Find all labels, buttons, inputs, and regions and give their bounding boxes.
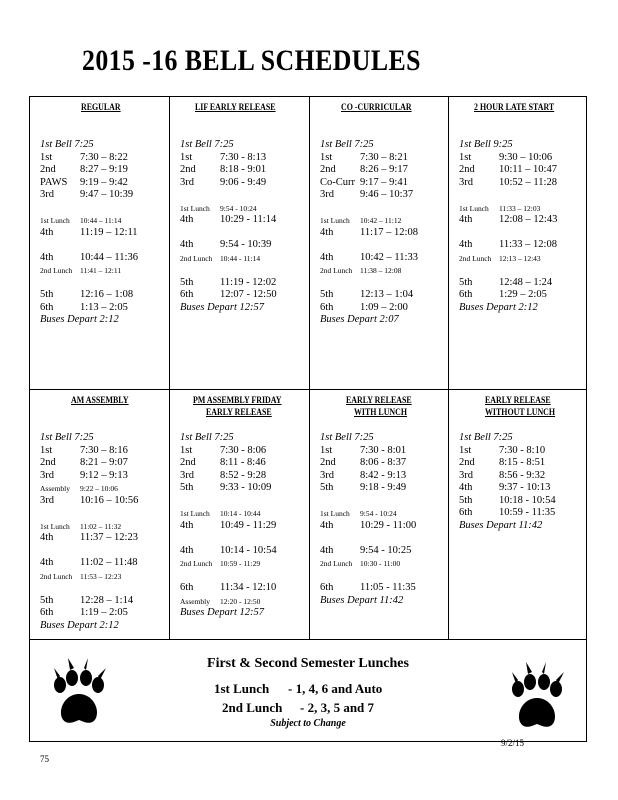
schedule-row (180, 276, 277, 288)
schedule-row (459, 214, 558, 225)
schedule-row (40, 289, 134, 300)
schedule-row (40, 557, 138, 568)
second-lunch-label: 2nd Lunch (222, 700, 283, 715)
period-label: Buses Depart 12:57 (180, 607, 264, 618)
period-label: 6th (459, 507, 473, 518)
period-label: 4th (40, 557, 54, 568)
schedule-note (40, 432, 94, 443)
schedule-row (40, 164, 128, 175)
period-label: 1st (40, 151, 53, 163)
schedule-row (459, 289, 547, 300)
period-label: 1st Lunch (320, 509, 350, 518)
period-label: 2nd (180, 457, 196, 468)
period-time: 9:54 - 10:24 (220, 203, 257, 213)
period-time: 11:41 – 12:11 (80, 266, 122, 275)
period-label: 3rd (459, 176, 473, 188)
period-time: 10:14 - 10:44 (220, 509, 261, 518)
schedule-row (40, 521, 122, 531)
period-label: 3rd (459, 469, 473, 481)
period-label: 3rd (320, 189, 334, 200)
first-lunch-periods: - 1, 4, 6 and Auto (288, 681, 383, 696)
schedule-row (320, 482, 407, 493)
period-label: 2nd Lunch (40, 571, 73, 581)
schedule-grid (29, 96, 587, 640)
period-label: 2nd (40, 457, 56, 468)
schedule-note (180, 432, 234, 443)
schedule-row (320, 164, 408, 175)
period-time: 10:44 – 11:36 (80, 251, 138, 263)
period-time: 9:22 – 10:06 (80, 484, 118, 493)
period-label: 2nd Lunch (40, 266, 73, 275)
period-label: 1st Bell 7:25 (40, 139, 94, 150)
period-time: 11:05 - 11:35 (360, 582, 416, 593)
period-time: 7:30 – 8:21 (360, 151, 408, 163)
schedule-header: AM ASSEMBLY (70, 395, 129, 405)
schedule-header: WITHOUT LUNCH (484, 407, 555, 417)
schedule-note (180, 139, 234, 150)
period-label: 4th (40, 251, 54, 263)
period-time: 11:33 – 12:08 (499, 239, 557, 250)
schedule-row (180, 482, 272, 493)
period-time: 1:13 – 2:05 (80, 301, 128, 313)
schedule-note (180, 302, 264, 313)
period-time: 7:30 - 8:10 (499, 444, 546, 456)
schedule-row (459, 253, 541, 263)
period-time: 9:18 - 9:49 (360, 482, 407, 493)
schedule-row (320, 251, 418, 263)
schedule-cell (310, 97, 449, 369)
schedule-header: WITH LUNCH (353, 407, 407, 417)
period-time: 8:26 – 9:17 (360, 164, 408, 175)
schedule-row (459, 494, 556, 506)
period-time: 9:54 - 10:39 (220, 239, 272, 250)
schedule-row (40, 494, 139, 506)
period-time: 9:12 – 9:13 (80, 469, 128, 481)
schedule-row (320, 226, 418, 238)
period-label: 1st Bell 7:25 (320, 432, 374, 443)
schedule-row (180, 203, 257, 213)
period-label: Buses Depart 11:42 (459, 519, 543, 531)
period-time: 8:42 - 9:13 (360, 469, 407, 481)
period-label: Buses Depart 2:07 (320, 314, 399, 325)
schedule-row (459, 276, 553, 288)
lunch-info-box (29, 640, 587, 742)
schedule-row (180, 239, 272, 250)
period-label: 1st Lunch (40, 521, 70, 531)
period-label: 3rd (40, 189, 54, 200)
schedule-row (320, 151, 408, 163)
schedule-row (40, 216, 122, 225)
schedule-row (320, 559, 401, 568)
period-time: 7:30 – 8:22 (80, 151, 128, 163)
period-label: 1st (180, 151, 193, 163)
period-label: Assembly (40, 484, 70, 493)
period-time: 11:17 – 12:08 (360, 226, 418, 238)
schedule-row (180, 457, 266, 468)
period-label: 4th (459, 239, 473, 250)
schedule-row (180, 582, 277, 593)
period-label: 1st (180, 444, 193, 456)
schedule-row (320, 176, 408, 188)
schedule-note (320, 595, 403, 606)
period-label: 4th (320, 226, 334, 238)
period-label: 1st Lunch (459, 203, 489, 213)
period-time: 10:16 – 10:56 (80, 494, 139, 506)
schedule-row (320, 266, 402, 275)
schedule-row (320, 457, 407, 468)
schedule-row (459, 176, 557, 188)
schedule-row (320, 519, 417, 531)
period-time: 12:07 - 12:50 (220, 289, 277, 300)
period-time: 12:08 – 12:43 (499, 214, 558, 225)
period-time: 9:19 – 9:42 (80, 176, 128, 188)
period-label: Assembly (180, 596, 210, 606)
schedule-note (459, 520, 542, 531)
period-label: 6th (40, 301, 54, 313)
period-label: 5th (40, 594, 54, 606)
schedule-row (40, 189, 134, 200)
schedule-note (180, 607, 264, 618)
page-number: 75 (40, 754, 49, 764)
period-label: 4th (40, 532, 54, 543)
period-time: 10:14 - 10:54 (220, 544, 277, 556)
period-time: 7:30 - 8:13 (220, 151, 267, 163)
period-label: 1st Bell 7:25 (459, 432, 513, 443)
schedule-note (40, 620, 119, 631)
schedule-row (40, 571, 122, 581)
period-time: 12:16 – 1:08 (80, 289, 134, 300)
period-label: 4th (180, 544, 194, 556)
period-label: 1st Bell 7:25 (320, 139, 374, 150)
schedule-row (40, 151, 128, 163)
period-label: 5th (320, 482, 334, 493)
period-time: 10:18 - 10:54 (499, 494, 556, 506)
lunch-title: First & Second Semester Lunches (207, 656, 409, 671)
period-time: 10:30 - 11:00 (360, 559, 401, 568)
period-time: 1:19 – 2:05 (80, 607, 128, 618)
schedule-header: EARLY RELEASE (484, 395, 551, 405)
period-label: 5th (459, 276, 473, 288)
schedule-header: LIF EARLY RELEASE (195, 102, 276, 112)
period-label: Buses Depart 2:12 (40, 314, 119, 325)
schedule-cell (170, 97, 309, 369)
period-time: 10:49 - 11:29 (220, 519, 277, 531)
schedule-note (40, 314, 119, 325)
period-time: 10:11 – 10:47 (499, 164, 557, 175)
period-label: 4th (180, 519, 194, 531)
period-label: 1st Lunch (180, 203, 210, 213)
period-time: 11:02 – 11:32 (80, 521, 122, 531)
period-time: 8:15 - 8:51 (499, 457, 546, 468)
period-label: Buses Depart 12:57 (180, 301, 264, 313)
schedule-cell (30, 97, 169, 369)
period-label: 2nd Lunch (459, 253, 492, 263)
subject-to-change-note: Subject to Change (270, 718, 346, 729)
period-label: 4th (320, 544, 334, 556)
period-label: 6th (40, 607, 54, 618)
schedule-row (320, 301, 408, 313)
revision-date: 9/2/15 (501, 738, 525, 748)
schedule-cell (449, 97, 588, 369)
period-time: 11:37 – 12:23 (80, 532, 138, 543)
schedule-row (40, 266, 122, 275)
period-time: 8:27 – 9:19 (80, 164, 128, 175)
schedule-row (320, 216, 402, 225)
period-label: 2nd Lunch (180, 253, 213, 263)
schedule-row (180, 214, 277, 225)
period-time: 1:29 – 2:05 (499, 289, 547, 300)
period-time: 10:42 – 11:33 (360, 251, 418, 263)
period-time: 10:42 – 11:12 (360, 216, 402, 225)
period-time: 9:47 – 10:39 (80, 189, 134, 200)
schedule-row (40, 532, 138, 543)
period-label: 3rd (180, 176, 194, 188)
schedule-row (40, 457, 128, 468)
period-time: 12:48 – 1:24 (499, 276, 553, 288)
period-label: 2nd (40, 164, 56, 175)
schedule-row (40, 301, 128, 313)
period-time: 9:54 - 10:24 (360, 509, 397, 518)
period-time: 9:54 - 10:25 (360, 544, 412, 556)
schedule-row (459, 507, 556, 518)
schedule-row (40, 607, 128, 618)
first-lunch-label: 1st Lunch (214, 681, 270, 696)
schedule-row (320, 469, 407, 481)
period-label: 2nd Lunch (320, 266, 353, 275)
period-time: 9:17 – 9:41 (360, 176, 408, 188)
period-time: 11:33 – 12:03 (499, 203, 541, 213)
schedule-row (40, 251, 138, 263)
period-time: 9:46 – 10:37 (360, 189, 414, 200)
schedule-header: CO -CURRICULAR (340, 102, 412, 112)
period-label: 3rd (40, 469, 54, 481)
period-label: 2nd (320, 164, 336, 175)
schedule-row (459, 164, 557, 175)
period-label: 1st Bell 7:25 (180, 432, 234, 443)
period-time: 9:30 – 10:06 (499, 151, 553, 163)
period-time: 8:52 - 9:28 (220, 469, 267, 481)
schedule-header: PM ASSEMBLY FRIDAY (192, 395, 282, 405)
period-label: 5th (459, 494, 473, 506)
schedule-note (459, 139, 513, 150)
period-time: 10:44 - 11:14 (220, 253, 261, 263)
schedule-header: 2 HOUR LATE START (474, 102, 555, 112)
schedule-row (40, 444, 128, 456)
period-time: 7:30 - 8:01 (360, 444, 407, 456)
period-time: 12:28 – 1:14 (80, 594, 134, 606)
period-time: 9:06 - 9:49 (220, 176, 267, 188)
period-label: 2nd (459, 457, 475, 468)
schedule-cell (310, 390, 449, 662)
schedule-row (180, 469, 267, 481)
schedule-row (459, 482, 551, 493)
period-time: 10:59 - 11:29 (220, 559, 261, 568)
period-label: 1st Bell 7:25 (40, 432, 94, 443)
schedule-row (180, 289, 277, 300)
period-time: 8:11 - 8:46 (220, 457, 266, 468)
period-time: 12:20 - 12:50 (220, 596, 261, 606)
period-label: 4th (180, 214, 194, 225)
schedule-row (40, 226, 138, 238)
period-time: 7:30 - 8:06 (220, 444, 267, 456)
schedule-row (40, 484, 118, 493)
period-label: 1st Bell 7:25 (180, 139, 234, 150)
period-label: 6th (459, 289, 473, 300)
schedule-row (459, 457, 546, 468)
period-label: 1st (320, 151, 333, 163)
schedule-row (320, 544, 412, 556)
schedule-row (40, 594, 134, 606)
schedule-note (40, 139, 94, 150)
period-label: 5th (180, 276, 194, 288)
period-time: 11:53 – 12:23 (80, 571, 122, 581)
period-label: Buses Depart 2:12 (40, 619, 119, 631)
schedule-row (180, 176, 267, 188)
second-lunch-periods: - 2, 3, 5 and 7 (300, 700, 375, 715)
schedule-header: REGULAR (81, 102, 121, 112)
period-time: 10:52 – 11:28 (499, 176, 557, 188)
schedule-row (459, 239, 557, 250)
schedule-cell (449, 390, 588, 662)
period-label: 3rd (180, 469, 194, 481)
period-label: 4th (320, 251, 334, 263)
period-time: 11:34 - 12:10 (220, 582, 277, 593)
schedule-row (40, 469, 128, 481)
period-label: 1st Lunch (320, 216, 350, 225)
schedule-cell (170, 390, 309, 662)
period-label: 4th (40, 226, 54, 238)
schedule-row (180, 151, 267, 163)
schedule-row (180, 519, 277, 531)
schedule-row (320, 289, 414, 300)
schedule-note (459, 432, 513, 443)
schedule-row (180, 164, 267, 175)
period-time: 12:13 – 1:04 (360, 289, 414, 300)
period-time: 12:13 – 12:43 (499, 253, 541, 263)
period-label: 4th (320, 519, 334, 531)
schedule-row (320, 444, 407, 456)
period-label: 1st (459, 151, 472, 163)
period-label: 6th (180, 289, 194, 300)
period-label: 1st (459, 444, 472, 456)
period-time: 8:06 - 8:37 (360, 457, 407, 468)
period-label: 4th (459, 482, 473, 493)
period-time: 11:38 – 12:08 (360, 266, 402, 275)
schedule-row (40, 176, 128, 188)
period-label: 5th (40, 289, 54, 300)
period-label: 2nd (180, 164, 196, 175)
schedule-row (180, 559, 261, 568)
period-label: 3rd (40, 494, 54, 506)
period-label: 2nd (320, 457, 336, 468)
period-time: 10:59 - 11:35 (499, 507, 556, 518)
period-label: Buses Depart 2:12 (459, 301, 538, 313)
schedule-row (459, 469, 546, 481)
schedule-row (180, 444, 267, 456)
schedule-row (180, 509, 261, 518)
period-label: 1st (40, 444, 53, 456)
period-label: 5th (180, 482, 194, 493)
period-time: 9:37 - 10:13 (499, 482, 551, 493)
schedule-cell (30, 390, 169, 662)
period-time: 11:19 – 12:11 (80, 226, 138, 238)
period-label: 1st Lunch (40, 216, 70, 225)
schedule-row (320, 509, 397, 518)
schedule-header: EARLY RELEASE (205, 407, 272, 417)
page-title: 2015 -16 BELL SCHEDULES (82, 44, 421, 77)
schedule-row (180, 253, 261, 263)
schedule-header: EARLY RELEASE (345, 395, 412, 405)
schedule-note (320, 432, 374, 443)
period-time: 11:19 - 12:02 (220, 276, 277, 288)
period-label: 6th (320, 301, 334, 313)
period-time: 8:18 - 9:01 (220, 164, 267, 175)
period-label: 1st Lunch (180, 509, 210, 518)
period-label: 3rd (320, 469, 334, 481)
period-label: 1st (320, 444, 333, 456)
schedule-row (180, 544, 277, 556)
period-time: 11:02 – 11:48 (80, 557, 138, 568)
period-time: 10:44 – 11:14 (80, 216, 122, 225)
period-label: 2nd Lunch (320, 559, 353, 568)
period-time: 8:21 – 9:07 (80, 457, 128, 468)
period-label: PAWS (40, 176, 68, 188)
period-label: 5th (320, 289, 334, 300)
period-label: Co-Curr (320, 176, 355, 188)
period-time: 1:09 – 2:00 (360, 301, 408, 313)
period-label: 2nd (459, 164, 475, 175)
schedule-row (459, 203, 541, 213)
period-time: 9:33 - 10:09 (220, 482, 272, 493)
period-label: 2nd Lunch (180, 559, 213, 568)
schedule-row (459, 151, 553, 163)
period-label: 4th (459, 214, 473, 225)
period-time: 7:30 – 8:16 (80, 444, 128, 456)
schedule-row (320, 582, 416, 593)
period-label: Buses Depart 11:42 (320, 594, 404, 606)
period-label: 6th (180, 582, 194, 593)
period-label: 4th (180, 239, 194, 250)
schedule-note (320, 139, 374, 150)
schedule-row (320, 189, 414, 200)
schedule-note (320, 314, 399, 325)
schedule-row (459, 444, 546, 456)
period-time: 10:29 - 11:14 (220, 214, 277, 225)
period-time: 10:29 - 11:00 (360, 519, 417, 531)
period-label: 1st Bell 9:25 (459, 139, 513, 150)
period-time: 8:56 - 9:32 (499, 469, 546, 481)
schedule-note (459, 302, 538, 313)
period-label: 6th (320, 582, 334, 593)
schedule-row (180, 596, 261, 606)
